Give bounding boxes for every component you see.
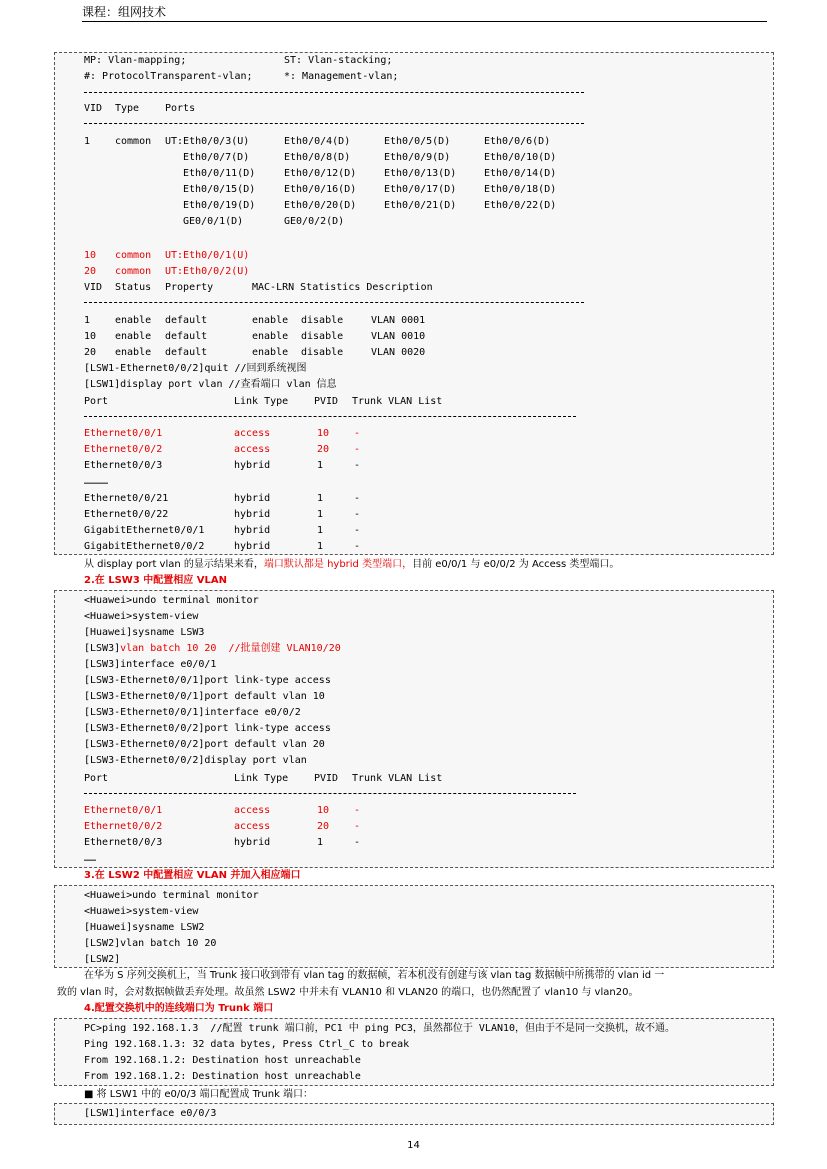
port-pvid: 1 <box>317 837 324 848</box>
port-link-type: hybrid <box>234 541 271 552</box>
course-header: 课程：组网技术 <box>82 5 167 19</box>
vlan20-vid: 20 <box>84 266 97 277</box>
status-vid: 20 <box>84 347 97 358</box>
port-link-type: hybrid <box>234 509 271 520</box>
command-line: <Huawei>undo terminal monitor <box>84 890 259 901</box>
code-block-lsw1-trunk <box>54 1103 774 1125</box>
vlan-header-type: Type <box>115 103 140 114</box>
heading-step-2: 2.在 LSW3 中配置相应 VLAN <box>84 575 227 586</box>
vlan-header-ports: Ports <box>165 103 196 114</box>
status-status: enable <box>115 315 152 326</box>
command-line: [Huawei]sysname LSW3 <box>84 627 205 638</box>
status-mac: enable <box>252 315 289 326</box>
vlan10-type: common <box>115 250 152 261</box>
port-header-trunk: Trunk VLAN List <box>352 396 443 407</box>
ping-line: PC>ping 192.168.1.3 //配置 trunk 端口前，PC1 中 ping PC3，虽然都位于 VLAN10，但由于不是同一交换机，故不通。 <box>84 1023 676 1034</box>
vlan1-port-cell: Eth0/0/8(D) <box>284 152 351 163</box>
vlan1-port-cell: Eth0/0/12(D) <box>284 168 357 179</box>
status-header-mac: MAC-LRN Statistics Description <box>252 282 433 293</box>
port-trunk: - <box>354 805 361 816</box>
separator <box>84 302 584 303</box>
page-number: 14 <box>407 1140 420 1151</box>
port-name: Ethernet0/0/2 <box>84 444 163 455</box>
port-name: Ethernet0/0/3 <box>84 837 163 848</box>
status-desc: VLAN 0010 <box>371 331 426 342</box>
vlan1-port-cell: Eth0/0/21(D) <box>384 200 457 211</box>
port-header-port: Port <box>84 396 109 407</box>
vlan-header-vid: VID <box>84 103 103 114</box>
vlan1-port-cell: Eth0/0/20(D) <box>284 200 357 211</box>
ellipsis: ………… <box>84 476 109 487</box>
code-block-lsw1 <box>54 52 774 555</box>
port-name: Ethernet0/0/21 <box>84 493 169 504</box>
command-line: <Huawei>system-view <box>84 611 199 622</box>
bullet-configure-trunk: ■ 将 LSW1 中的 e0/0/3 端口配置成 Trunk 端口： <box>84 1089 314 1100</box>
status-header-property: Property <box>165 282 214 293</box>
port-header-link: Link Type <box>234 773 289 784</box>
status-desc: VLAN 0001 <box>371 315 426 326</box>
vlan1-port-cell: Eth0/0/4(D) <box>284 136 351 147</box>
vlan10-ports: UT:Eth0/0/1(U) <box>165 250 250 261</box>
port-trunk: - <box>354 821 361 832</box>
ping-line: Ping 192.168.1.3: 32 data bytes, Press Ctrl_C to break <box>84 1039 410 1050</box>
port-pvid: 20 <box>317 821 330 832</box>
port-name: Ethernet0/0/3 <box>84 460 163 471</box>
port-link-type: hybrid <box>234 837 271 848</box>
port-name: Ethernet0/0/1 <box>84 805 163 816</box>
command-line: [LSW3]interface e0/0/1 <box>84 659 217 670</box>
code-block-lsw3 <box>54 590 774 868</box>
cmd-vlan-batch: [LSW3]vlan batch 10 20 //批量创建 VLAN10/20 <box>84 643 341 654</box>
heading-step-4: 4.配置交换机中的连线端口为 Trunk 端口 <box>84 1003 274 1014</box>
port-pvid: 1 <box>317 541 324 552</box>
vlan1-port-cell: Eth0/0/18(D) <box>484 184 557 195</box>
status-property: default <box>165 315 208 326</box>
port-link-type: access <box>234 444 271 455</box>
vlan1-port-cell: Eth0/0/16(D) <box>284 184 357 195</box>
vlan1-port-cell: Eth0/0/15(D) <box>183 184 256 195</box>
port-trunk: - <box>354 509 361 520</box>
port-name: Ethernet0/0/22 <box>84 509 169 520</box>
vlan1-port-cell: Eth0/0/10(D) <box>484 152 557 163</box>
port-trunk: - <box>354 837 361 848</box>
status-property: default <box>165 347 208 358</box>
port-header-trunk: Trunk VLAN List <box>352 773 443 784</box>
port-link-type: access <box>234 821 271 832</box>
port-link-type: hybrid <box>234 493 271 504</box>
paragraph-trunk-note-2: 致的 vlan 时，会对数据帧做丢弃处理。故虽然 LSW2 中并未有 VLAN10 和 VLAN20 的端口，也仍然配置了 vlan10 与 vlan20。 <box>57 987 639 998</box>
vlan1-port-cell: Eth0/0/7(D) <box>183 152 250 163</box>
status-mac: enable <box>252 347 289 358</box>
vlan1-port-cell: Eth0/0/22(D) <box>484 200 557 211</box>
vlan1-type: common <box>115 136 152 147</box>
port-pvid: 20 <box>317 444 330 455</box>
vlan1-vid: 1 <box>84 136 91 147</box>
port-link-type: access <box>234 428 271 439</box>
port-pvid: 10 <box>317 428 330 439</box>
port-link-type: hybrid <box>234 460 271 471</box>
command-line: <Huawei>undo terminal monitor <box>84 595 259 606</box>
separator <box>84 123 584 124</box>
port-trunk: - <box>354 525 361 536</box>
paragraph-trunk-note-1: 在华为 S 序列交换机上，当 Trunk 接口收到带有 vlan tag 的数据帧，若本机没有创建与该 vlan tag 数据帧中所携带的 vlan id 一 <box>84 970 665 981</box>
status-desc: VLAN 0020 <box>371 347 426 358</box>
port-pvid: 1 <box>317 525 324 536</box>
port-header-link: Link Type <box>234 396 289 407</box>
port-pvid: 1 <box>317 460 324 471</box>
cmd-interface-e003: [LSW1]interface e0/0/3 <box>84 1108 217 1119</box>
ping-line: From 192.168.1.2: Destination host unreachable <box>84 1055 361 1066</box>
separator <box>84 793 576 794</box>
status-vid: 10 <box>84 331 97 342</box>
vlan1-port-cell: Eth0/0/13(D) <box>384 168 457 179</box>
command-line: [LSW3-Ethernet0/0/1]port default vlan 10 <box>84 691 325 702</box>
vlan1-port-cell: Eth0/0/5(D) <box>384 136 451 147</box>
legend-mp: MP: Vlan-mapping; <box>84 55 187 66</box>
header-rule <box>82 21 767 22</box>
status-status: enable <box>115 347 152 358</box>
port-pvid: 10 <box>317 805 330 816</box>
heading-step-3: 3.在 LSW2 中配置相应 VLAN 并加入相应端口 <box>84 870 301 881</box>
status-vid: 1 <box>84 315 91 326</box>
code-block-lsw2 <box>54 885 774 968</box>
port-name: Ethernet0/0/1 <box>84 428 163 439</box>
status-header-vid: VID <box>84 282 103 293</box>
status-header-status: Status <box>115 282 152 293</box>
command-line: [LSW3-Ethernet0/0/2]port default vlan 20 <box>84 739 325 750</box>
port-pvid: 1 <box>317 493 324 504</box>
separator <box>84 416 576 417</box>
port-trunk: - <box>354 460 361 471</box>
legend-hash: #: ProtocolTransparent-vlan; <box>84 71 253 82</box>
vlan20-ports: UT:Eth0/0/2(U) <box>165 266 250 277</box>
separator <box>84 92 584 93</box>
ellipsis: …… <box>84 853 97 864</box>
status-stats: disable <box>301 315 344 326</box>
vlan1-port-cell: Eth0/0/11(D) <box>183 168 256 179</box>
command-line: [LSW3-Ethernet0/0/1]interface e0/0/2 <box>84 707 301 718</box>
command-line: [LSW2]vlan batch 10 20 <box>84 938 217 949</box>
cmd-quit: [LSW1-Ethernet0/0/2]quit //回到系统视图 <box>84 363 307 374</box>
port-name: GigabitEthernet0/0/2 <box>84 541 205 552</box>
port-trunk: - <box>354 444 361 455</box>
command-line: [Huawei]sysname LSW2 <box>84 922 205 933</box>
port-header-port: Port <box>84 773 109 784</box>
command-line: [LSW3-Ethernet0/0/2]display port vlan <box>84 755 307 766</box>
command-line: [LSW3-Ethernet0/0/1]port link-type access <box>84 675 331 686</box>
vlan1-port-cell: GE0/0/2(D) <box>284 216 345 227</box>
command-line: [LSW3-Ethernet0/0/2]port link-type access <box>84 723 331 734</box>
port-trunk: - <box>354 541 361 552</box>
status-property: default <box>165 331 208 342</box>
vlan1-port-cell: Eth0/0/17(D) <box>384 184 457 195</box>
vlan1-port-cell: Eth0/0/6(D) <box>484 136 551 147</box>
port-name: GigabitEthernet0/0/1 <box>84 525 205 536</box>
status-status: enable <box>115 331 152 342</box>
port-trunk: - <box>354 428 361 439</box>
vlan1-port-cell: Eth0/0/9(D) <box>384 152 451 163</box>
vlan20-type: common <box>115 266 152 277</box>
port-link-type: access <box>234 805 271 816</box>
vlan1-port-cell: UT:Eth0/0/3(U) <box>165 136 250 147</box>
code-block-ping <box>54 1018 774 1086</box>
port-header-pvid: PVID <box>314 396 339 407</box>
vlan1-port-cell: Eth0/0/19(D) <box>183 200 256 211</box>
port-link-type: hybrid <box>234 525 271 536</box>
vlan1-port-cell: GE0/0/1(D) <box>183 216 244 227</box>
cmd-display-port-vlan: [LSW1]display port vlan //查看端口 vlan 信息 <box>84 379 337 390</box>
ping-line: From 192.168.1.2: Destination host unreachable <box>84 1071 361 1082</box>
port-trunk: - <box>354 493 361 504</box>
paragraph-display-result: 从 display port vlan 的显示结果来看，端口默认都是 hybrid 类型端口，目前 e0/0/1 与 e0/0/2 为 Access 类型端口。 <box>84 559 620 570</box>
vlan1-port-cell: Eth0/0/14(D) <box>484 168 557 179</box>
status-mac: enable <box>252 331 289 342</box>
status-stats: disable <box>301 331 344 342</box>
legend-star: *: Management-vlan; <box>284 71 399 82</box>
command-line: [LSW2] <box>84 954 121 965</box>
port-header-pvid: PVID <box>314 773 339 784</box>
port-name: Ethernet0/0/2 <box>84 821 163 832</box>
status-stats: disable <box>301 347 344 358</box>
legend-st: ST: Vlan-stacking; <box>284 55 393 66</box>
vlan10-vid: 10 <box>84 250 97 261</box>
command-line: <Huawei>system-view <box>84 906 199 917</box>
port-pvid: 1 <box>317 509 324 520</box>
